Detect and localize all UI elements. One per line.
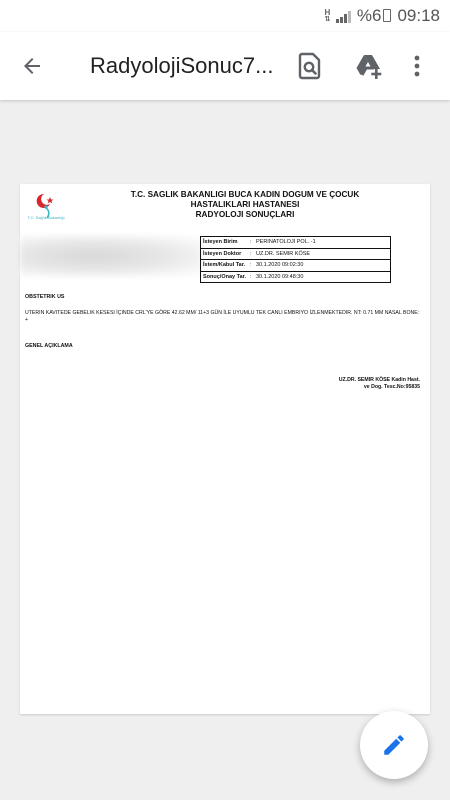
table-row: İsteyen Doktor : UZ.DR. SEMIR KÖSE: [201, 248, 391, 260]
battery-level: [357, 6, 392, 26]
more-vert-icon: [413, 54, 421, 78]
add-to-drive-icon: [355, 52, 385, 80]
logo-caption: T.C. Sağlık Bakanlığı: [27, 215, 65, 220]
row-value: UZ.DR. SEMIR KÖSE: [254, 248, 391, 260]
document-header: [100, 190, 390, 220]
header-line: RADYOLOJI SONUÇLARI: [195, 210, 295, 219]
battery-percent: %6: [356, 6, 382, 25]
section-title-general-notes: GENEL AÇIKLAMA: [25, 343, 73, 349]
header-line: T.C. SAGLIK BAKANLIGI BUCA KADIN DOGUM VE ÇOCUK: [130, 190, 360, 199]
battery-icon: [383, 9, 391, 22]
request-info-table: [200, 236, 391, 283]
row-label: Sonuç/Onay Tar.: [201, 271, 249, 283]
doctor-signature: [320, 377, 420, 391]
app-bar: [0, 32, 450, 100]
document-title: RadyolojiSonuc7...: [90, 53, 274, 78]
edit-fab-button[interactable]: [360, 711, 428, 779]
find-in-page-icon: [297, 52, 323, 80]
status-bar: [0, 0, 450, 32]
document-page[interactable]: [20, 184, 430, 714]
more-options-button[interactable]: [406, 50, 428, 82]
row-value: PERINATOLOJI POL. -1: [254, 237, 391, 249]
edit-pencil-icon: [381, 732, 407, 758]
table-row: İsteyen Birim : PERINATOLOJI POL. -1: [201, 237, 391, 249]
find-in-page-button[interactable]: [293, 50, 327, 82]
back-button[interactable]: [16, 52, 48, 80]
row-label: İsteyen Birim: [201, 237, 249, 249]
section-title-obstetric-us: OBSTETRIK US: [25, 294, 65, 300]
row-label: İstem/Kabul Tar.: [201, 260, 249, 272]
row-label: İsteyen Doktor: [201, 248, 249, 260]
arrow-back-icon: [20, 54, 44, 78]
network-type-indicator: H ⇅: [324, 8, 331, 23]
add-to-drive-button[interactable]: [353, 50, 387, 82]
table-row: Sonuç/Onay Tar. : 30.1.2020 09:48:30: [201, 271, 391, 283]
row-value: 30.1.2020 09:48:30: [254, 271, 391, 283]
table-row: İstem/Kabul Tar. : 30.1.2020 09:02:30: [201, 260, 391, 272]
header-line: HASTALIKLARI HASTANESI: [190, 200, 300, 209]
signature-line: UZ.DR. SEMIR KÖSE Kadin Hast.: [338, 377, 420, 383]
signal-strength-icon: [336, 10, 351, 23]
ministry-of-health-logo-icon: [26, 192, 66, 234]
obstetric-us-findings: UTERIN KAVITEDE GEBELIK KESESI İÇINDE CRL'YE GÖRE 42.62 MM/ 11+3 GÜN İLE UYUMLU TEK CANLI EMBRIYO İZLENMEKTEDIR. NT: 0.71 MM NASAL BONE: +: [25, 310, 420, 323]
signature-line: ve Dog. Tesc.No:95835: [363, 384, 420, 390]
redacted-patient-info: [20, 236, 202, 276]
row-value: 30.1.2020 09:02:30: [254, 260, 391, 272]
clock: 09:18: [397, 6, 440, 25]
